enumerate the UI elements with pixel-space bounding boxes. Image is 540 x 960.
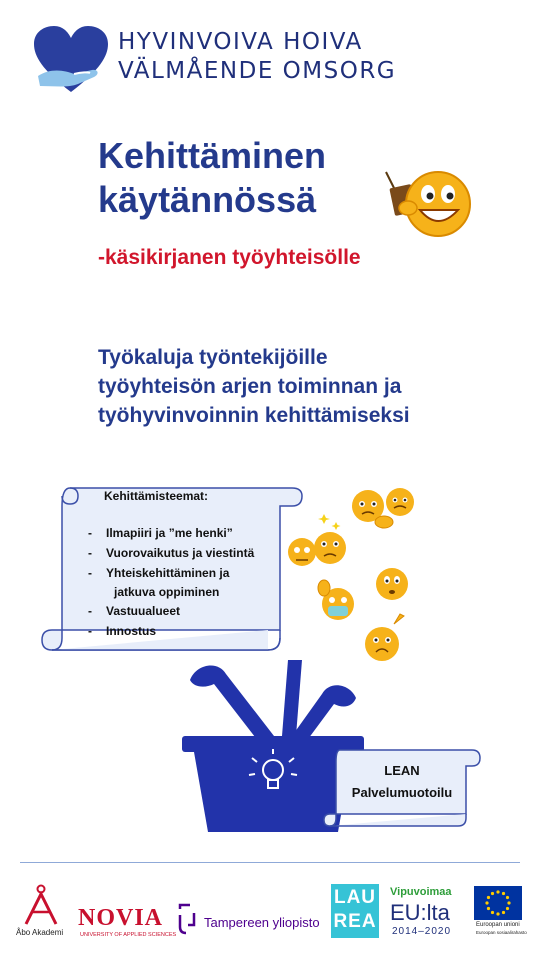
smiley-with-tablet-icon (380, 168, 478, 240)
eu-star-icon (496, 912, 499, 915)
intro-text (98, 343, 410, 430)
intro-line-2: työyhteisön arjen toiminnan ja (98, 375, 402, 398)
eu-flag-icon (474, 886, 522, 920)
eu-star-icon (496, 890, 499, 893)
emoji-cluster-icon (284, 484, 420, 672)
eu-star-icon (487, 907, 490, 910)
list-item: - Innostus (88, 624, 156, 638)
eu-star-icon (507, 901, 510, 904)
vipuvoimaa-years: 2014–2020 (392, 926, 452, 937)
list-item: - Ilmapiiri ja ”me henki” (88, 526, 233, 540)
eu-star-icon (506, 907, 509, 910)
lean-line-1: LEAN (384, 763, 420, 778)
topics-heading: Kehittämisteemat: (104, 489, 209, 503)
heart-hands-logo-icon (34, 26, 108, 96)
title-line-2: käytännössä (98, 179, 317, 220)
intro-line-1: Työkaluja työntekijöille (98, 346, 328, 369)
brand-name-sv: VÄLMÅENDE OMSORG (118, 58, 397, 84)
subtitle: -käsikirjanen työyhteisölle (98, 246, 361, 269)
eu-star-icon (485, 901, 488, 904)
footer-divider (20, 862, 520, 863)
tampere-logo-icon (176, 903, 202, 935)
laurea-bottom-text: REA (333, 911, 377, 932)
eu-star-icon (487, 896, 490, 899)
brand-name-fi: HYVINVOIVA HOIVA (118, 29, 363, 55)
page-title (98, 134, 326, 222)
eu-star-icon (491, 892, 494, 895)
eu-star-icon (502, 892, 505, 895)
abo-akademi-logo-icon (20, 884, 62, 928)
lean-line-2: Palvelumuotoilu (351, 785, 453, 800)
laurea-logo (331, 884, 379, 938)
eu-caption-1: Euroopan unioni (476, 922, 520, 928)
abo-akademi-text: Åbo Akademi (16, 928, 64, 937)
tampere-logo-text: Tampereen yliopisto (204, 915, 320, 930)
lean-label (332, 760, 472, 804)
intro-line-3: työhyvinvoinnin kehittämiseksi (98, 404, 410, 427)
vipuvoimaa-main: EU:lta (390, 900, 450, 925)
list-item: - Vuorovaikutus ja viestintä (88, 546, 255, 560)
novia-logo-text: NOVIA (78, 905, 164, 931)
laurea-top-text: LAU (333, 887, 377, 908)
eu-star-icon (506, 896, 509, 899)
topics-list (88, 523, 254, 641)
eu-star-icon (502, 911, 505, 914)
eu-star-icon (491, 911, 494, 914)
vipuvoimaa-title: Vipuvoimaa (390, 886, 452, 898)
eu-caption-2: Euroopan sosiaalirahasto (476, 930, 527, 935)
novia-subtext: UNIVERSITY OF APPLIED SCIENCES (80, 932, 177, 938)
list-item: - Vastuualueet (88, 604, 181, 618)
list-item: - Yhteiskehittäminen ja jatkuva oppiminen (88, 566, 230, 599)
title-line-1: Kehittäminen (98, 135, 327, 176)
